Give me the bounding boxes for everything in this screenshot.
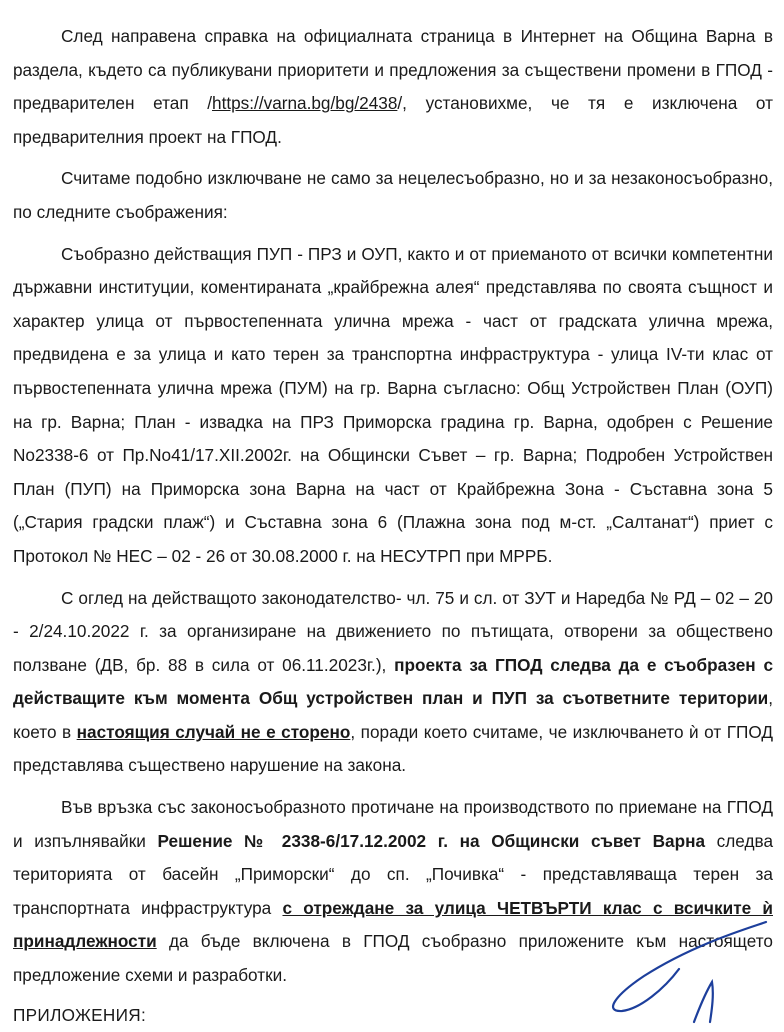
p3-text: Съобразно действащия ПУП - ПРЗ и ОУП, както и от приеманото от всички компетентни държавни институции, коментираната „крайбрежна алея“ представлява по своята същност и характер улица от първостепенната улична мрежа - част от градската улична мрежа, предвидена е за улица и като терен за транспортна инфраструктура - улица IV-ти клас от първостепенната улична мрежа (ПУМ) на гр. Варна съгласно: Общ Устройствен План (ОУП) на гр. Варна; План - извадка на ПРЗ Приморска градина гр. Варна, одобрен с Решение No2338-6 от Пр.No41/17.XII.2002г. на Общински Съвет – гр. Варна; Подробен Устройствен План (ПУП) на Приморска зона Варна на част от Крайбрежна Зона - Съставна зона 5 („Стария градски плаж“) и Съставна зона 6 (Плажна зона под м-ст. „Салтанат“) приет с Протокол № НЕС – 02 - 26 от 30.08.2000 г. на НЕСУТРП при МРРБ. xyxy=(13,243,773,566)
p2-text: Считаме подобно изключване не само за нецелесъобразно, но и за незаконосъобразно, по следните съображения: xyxy=(13,168,773,222)
p4-text-after: , поради което считаме, че изключването ѝ от ГПОД представлява съществено нарушение на закона. xyxy=(13,721,773,776)
paragraph-objection xyxy=(13,162,773,229)
p5-text-middle: следва територията от басейн „Приморски“ до сп. „Почивка“ - представляваща терен за транспортната инфраструктура xyxy=(13,830,774,918)
p4-bold-requirement: проекта за ГПОД следва да е съобразен с действащите към момента Общ устройствен план и ПУП за съответните територии xyxy=(13,654,773,709)
p5-text-after: да бъде включена в ГПОД съобразно приложените към настоящето предложение схеми и разработки. xyxy=(13,931,773,986)
p5-text-before: Във връзка със законосъобразното протичане на производството по приемане на ГПОД и изпълнявайки xyxy=(13,797,773,851)
p5-bold-underlined: с отреждане за улица ЧЕТВЪРТИ клас с всичките ѝ принадлежности xyxy=(13,897,773,952)
document-body xyxy=(13,20,773,1032)
p4-text-middle: , което в xyxy=(13,688,773,742)
varna-website-link[interactable]: https://varna.bg/bg/2438 xyxy=(212,93,398,114)
p4-bold-underlined: настоящия случай не е сторено xyxy=(76,721,351,742)
handwritten-signature-icon xyxy=(544,914,784,1024)
p4-text-before: С оглед на действащото законодателство- чл. 75 и сл. от ЗУТ и Наредба № РД – 02 – 20 - 2/24.10.2022 г. за организиране на движението по пътищата, отворени за обществено ползване (ДВ, бр. 88 в сила от 06.11.2023г.), xyxy=(13,587,773,675)
paragraph-legal-basis xyxy=(13,238,773,574)
paragraph-legislation xyxy=(13,582,773,784)
appendix-heading: ПРИЛОЖЕНИЯ: xyxy=(13,1004,147,1025)
paragraph-reference-check xyxy=(13,20,773,154)
p1-text-before: След направена справка на официалната страница в Интернет на Община Варна в раздела, където са публикувани приоритети и предложения за съществени промени в ГПОД - предварителен етап / xyxy=(13,26,773,114)
p1-text-after: /, установихме, че тя е изключена от предварителния проект на ГПОД. xyxy=(13,93,773,147)
p5-bold-decision: Решение № 2338-6/17.12.2002 г. на Общински съвет Варна xyxy=(157,830,706,851)
